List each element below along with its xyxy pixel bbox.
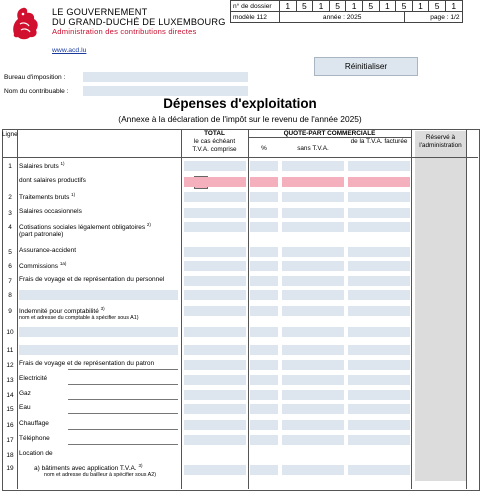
dossier-digit: 1 [379, 1, 396, 11]
row-label: Commissions $^{1a)}$ [19, 261, 67, 271]
tva-input[interactable] [348, 375, 410, 385]
tva-input[interactable] [348, 404, 410, 414]
row-description-input[interactable] [19, 327, 178, 337]
dossier-digit: 1 [312, 1, 329, 11]
row-label: Traitements bruts $^{1)}$ [19, 192, 76, 202]
percent-input[interactable] [250, 192, 278, 202]
row-number: 17 [6, 437, 14, 444]
total-input[interactable] [184, 192, 246, 202]
annee-label: année : 2025 [280, 12, 405, 23]
row-number: 15 [6, 406, 14, 413]
dossier-digit: 1 [445, 1, 462, 11]
percent-input[interactable] [250, 404, 278, 414]
tva-input[interactable] [348, 290, 410, 300]
row-number: 10 [6, 329, 14, 336]
percent-input[interactable] [250, 161, 278, 171]
tva-input[interactable] [348, 390, 410, 400]
sans-tva-input[interactable] [282, 327, 344, 337]
bureau-label: Bureau d'imposition : [4, 74, 66, 81]
gov-line-1: LE GOUVERNEMENT [52, 7, 148, 17]
percent-input[interactable] [250, 465, 278, 475]
dossier-digit: 5 [329, 1, 346, 11]
total-input[interactable] [184, 306, 246, 316]
row-note: nom et adresse du comptable à spécifier sous A1) [19, 315, 139, 321]
dossier-digit: 5 [428, 1, 445, 11]
total-input[interactable] [184, 420, 246, 430]
dossier-label: n° de dossier [231, 1, 280, 12]
row-description-input[interactable] [19, 345, 178, 355]
row-label: Location de [19, 450, 53, 457]
row-number: 4 [8, 224, 12, 231]
row-label: dont salaires productifs [19, 177, 86, 184]
dossier-digit: 1 [345, 1, 362, 11]
dossier-digit: 1 [412, 1, 429, 11]
contribuable-input[interactable] [83, 86, 248, 96]
sans-tva-input[interactable] [282, 161, 344, 171]
total-input[interactable] [184, 208, 246, 218]
tva-input[interactable] [348, 276, 410, 286]
tva-input[interactable] [348, 360, 410, 370]
coat-of-arms-logo [8, 4, 42, 42]
tva-input[interactable] [348, 208, 410, 218]
dossier-info-table [230, 0, 463, 23]
total-input[interactable] [184, 345, 246, 355]
sans-tva-input[interactable] [282, 360, 344, 370]
percent-input[interactable] [250, 360, 278, 370]
tva-input[interactable] [348, 420, 410, 430]
sans-tva-input[interactable] [282, 375, 344, 385]
col-sans-tva: sans T.V.A. [297, 145, 329, 152]
row-label: a) bâtiments avec application T.V.A. $^{3)}$ [34, 463, 143, 473]
total-input[interactable] [184, 177, 246, 187]
col-reserve: Réservé à l'administration [419, 134, 462, 149]
reserve-column [415, 131, 466, 481]
row-number: 13 [6, 377, 14, 384]
row-label: Chauffage [19, 420, 49, 427]
dossier-digit: 5 [296, 1, 313, 11]
row-number: 9 [8, 308, 12, 315]
col-ligne: Ligne [2, 131, 18, 138]
tva-input[interactable] [348, 192, 410, 202]
row-number: 11 [6, 347, 14, 354]
row-number: 14 [6, 392, 14, 399]
tva-input[interactable] [348, 465, 410, 475]
row-note: nom et adresse du bailleur à spécifier sous A2) [44, 472, 157, 478]
sans-tva-input[interactable] [282, 404, 344, 414]
row-label: Cotisations sociales légalement obligatoires $^{2)}$ [19, 222, 151, 232]
percent-input[interactable] [250, 345, 278, 355]
row-label: Eau [19, 404, 31, 411]
row-number: 5 [8, 249, 12, 256]
row-label: Indemnité pour comptabilité $^{3)}$ [19, 306, 105, 316]
col-quote-part: QUOTE-PART COMMERCIALE [283, 130, 376, 137]
total-input[interactable] [184, 247, 246, 257]
percent-input[interactable] [250, 222, 278, 232]
total-input[interactable] [184, 290, 246, 300]
contribuable-label: Nom du contribuable : [4, 88, 69, 95]
row-note: (part patronale) [19, 231, 64, 238]
sans-tva-input[interactable] [282, 290, 344, 300]
total-input[interactable] [184, 261, 246, 271]
website-link[interactable]: www.acd.lu [52, 47, 87, 54]
tva-input[interactable] [348, 345, 410, 355]
total-input[interactable] [184, 222, 246, 232]
row-label: Salaires occasionnels [19, 208, 82, 215]
sans-tva-input[interactable] [282, 177, 344, 187]
reset-button[interactable]: Réinitialiser [314, 57, 418, 76]
sans-tva-input[interactable] [282, 208, 344, 218]
row-number: 8 [8, 292, 12, 299]
row-number: 2 [8, 194, 12, 201]
dossier-number[interactable] [280, 1, 462, 11]
tva-input[interactable] [348, 177, 410, 187]
total-input[interactable] [184, 435, 246, 445]
percent-input[interactable] [250, 327, 278, 337]
row-number: 1 [8, 163, 12, 170]
percent-input[interactable] [250, 375, 278, 385]
sans-tva-input[interactable] [282, 390, 344, 400]
sans-tva-input[interactable] [282, 247, 344, 257]
row-number: 19 [6, 465, 14, 472]
modele-label: modèle 112 [231, 12, 280, 23]
row-label: Frais de voyage et de représentation du patron [19, 360, 155, 367]
col-total: TOTAL [204, 130, 225, 137]
dossier-digit: 5 [362, 1, 379, 11]
total-input[interactable] [184, 276, 246, 286]
row-number: 3 [8, 210, 12, 217]
percent-input[interactable] [250, 420, 278, 430]
percent-input[interactable] [250, 261, 278, 271]
total-input[interactable] [184, 404, 246, 414]
government-header [52, 7, 226, 37]
total-input[interactable] [184, 465, 246, 475]
sans-tva-input[interactable] [282, 435, 344, 445]
percent-input[interactable] [250, 208, 278, 218]
total-input[interactable] [184, 375, 246, 385]
row-number: 16 [6, 422, 14, 429]
sans-tva-input[interactable] [282, 345, 344, 355]
row-number: 7 [8, 278, 12, 285]
sans-tva-input[interactable] [282, 192, 344, 202]
sans-tva-input[interactable] [282, 420, 344, 430]
row-number: 18 [6, 452, 14, 459]
tva-input[interactable] [348, 222, 410, 232]
tva-input[interactable] [348, 435, 410, 445]
dossier-digit: 1 [285, 1, 291, 11]
row-label: Téléphone [19, 435, 50, 442]
row-number: 12 [6, 362, 14, 369]
sans-tva-input[interactable] [282, 261, 344, 271]
row-label: Salaires bruts $^{1)}$ [19, 161, 65, 171]
sans-tva-input[interactable] [282, 222, 344, 232]
percent-input[interactable] [250, 290, 278, 300]
tva-input[interactable] [348, 247, 410, 257]
row-label: Gaz [19, 390, 31, 397]
row-number: 6 [8, 263, 12, 270]
tva-input[interactable] [348, 306, 410, 316]
total-input[interactable] [184, 390, 246, 400]
percent-input[interactable] [250, 276, 278, 286]
total-input[interactable] [184, 327, 246, 337]
dossier-digit: 5 [395, 1, 412, 11]
sans-tva-input[interactable] [282, 276, 344, 286]
tva-input[interactable] [348, 327, 410, 337]
percent-input[interactable] [250, 247, 278, 257]
total-input[interactable] [184, 161, 246, 171]
tva-input[interactable] [348, 161, 410, 171]
gov-admin: Administration des contributions directes [52, 27, 197, 36]
page-subtitle: (Annexe à la déclaration de l'impôt sur le revenu de l'année 2025) [118, 114, 362, 124]
page-label: page : 1/2 [405, 12, 462, 23]
page-title: Dépenses d'exploitation [163, 96, 317, 111]
row-label: Assurance-accident [19, 247, 77, 254]
row-label: Frais de voyage et de représentation du personnel [19, 276, 165, 283]
total-input[interactable] [184, 360, 246, 370]
row-label: Electricité [19, 375, 48, 382]
row-description-input[interactable] [19, 290, 178, 300]
bureau-input[interactable] [83, 72, 248, 82]
percent-input[interactable] [250, 435, 278, 445]
col-tva: de la T.V.A. facturée [350, 138, 408, 145]
percent-input[interactable] [250, 306, 278, 316]
percent-input[interactable] [250, 390, 278, 400]
sans-tva-input[interactable] [282, 306, 344, 316]
col-total-sub: le cas échéant T.V.A. comprise [192, 138, 237, 153]
sans-tva-input[interactable] [282, 465, 344, 475]
percent-input[interactable] [250, 177, 278, 187]
tva-input[interactable] [348, 261, 410, 271]
gov-line-2: DU GRAND-DUCHÉ DE LUXEMBOURG [52, 17, 226, 27]
col-pct: % [261, 145, 267, 152]
